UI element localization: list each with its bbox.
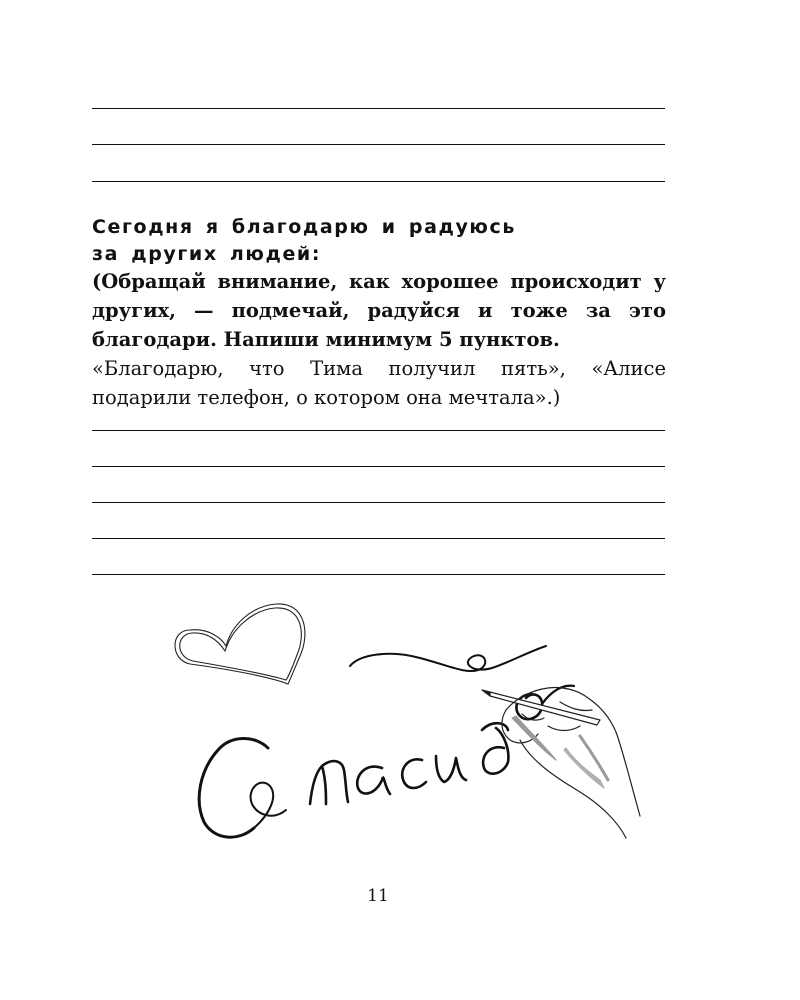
section-heading-line-2: за других людей: [92, 243, 322, 265]
writing-line [92, 502, 665, 503]
section-heading [92, 214, 672, 268]
writing-line [92, 466, 665, 467]
hand-with-pen-icon [482, 687, 640, 838]
instructions-examples: «Благодарю, что Тима получил пять», «Алисе подарили телефон, о котором она мечтала».) [92, 357, 666, 409]
page-number: 11 [367, 886, 389, 906]
writing-line [92, 181, 665, 182]
writing-line [92, 430, 665, 431]
section-heading-line-1: Сегодня я благодарю и радуюсь [92, 216, 516, 238]
instructions-bold: (Обращай внимание, как хорошее происходит у других, — подмечай, радуйся и тоже за это благодари. Напиши минимум 5 пунктов. [92, 270, 666, 351]
heart-icon [175, 604, 305, 684]
instructions [92, 267, 666, 412]
thank-you-illustration [160, 590, 700, 860]
writing-line [92, 144, 665, 145]
writing-line [92, 108, 665, 109]
writing-line [92, 574, 665, 575]
writing-line [92, 538, 665, 539]
